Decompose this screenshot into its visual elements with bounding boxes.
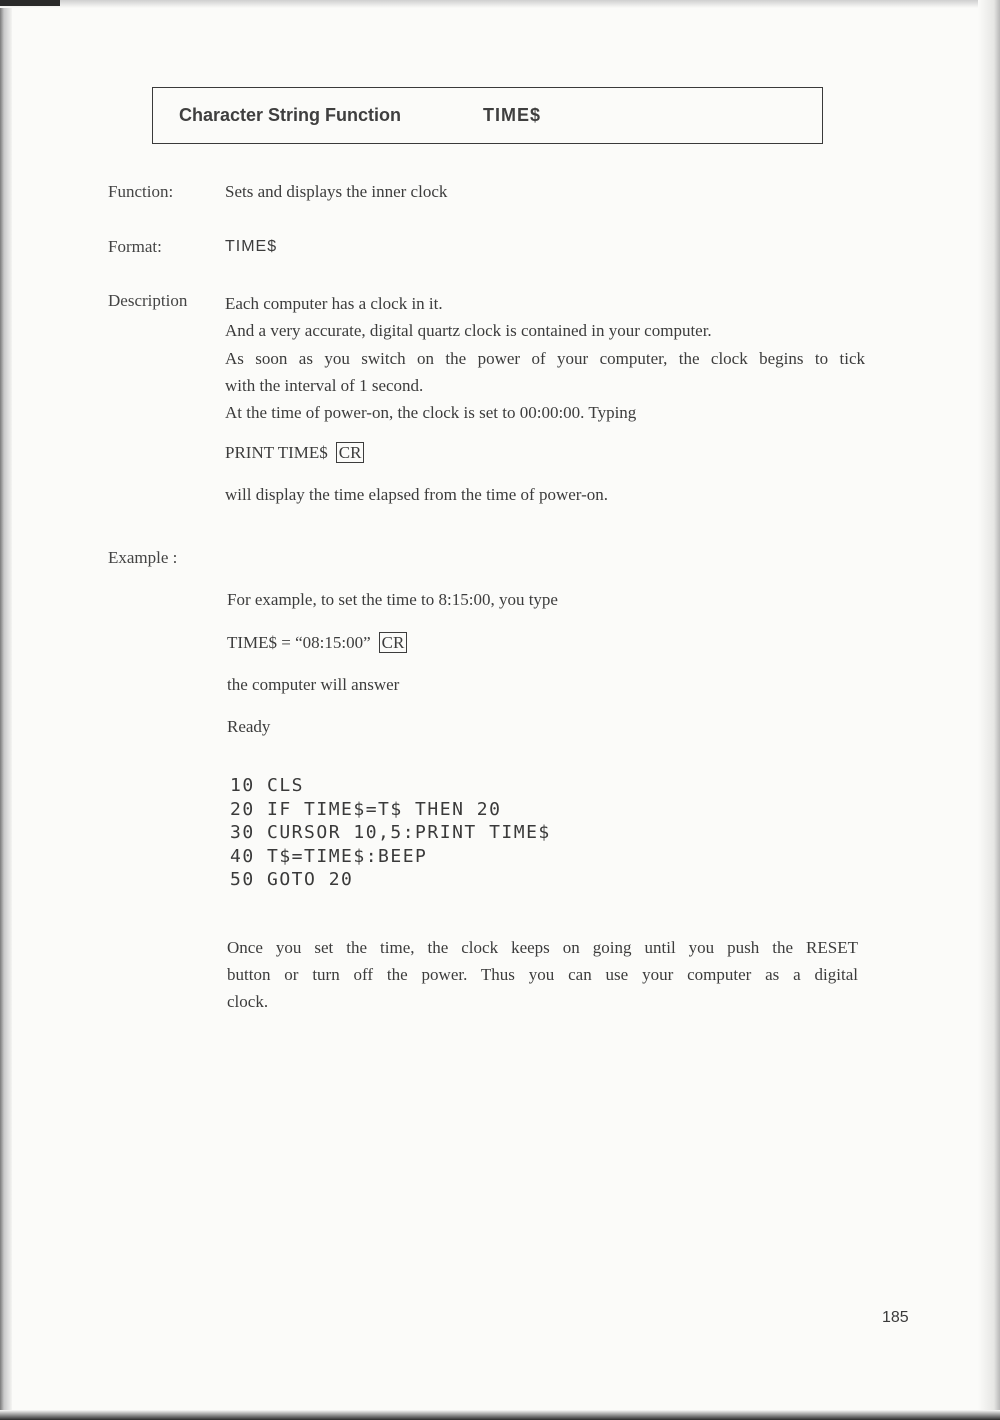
print-command: PRINT TIME$ — [225, 443, 328, 462]
scan-edge-top — [0, 0, 1000, 8]
time-set-command-line — [227, 632, 407, 653]
scan-edge-left — [0, 0, 12, 1420]
print-command-line — [225, 442, 364, 463]
code-line: 20 IF TIME$=T$ THEN 20 — [230, 798, 502, 820]
closing-line: button or turn off the power. Thus you can use your computer as a digital — [227, 965, 858, 984]
scan-edge-bottom — [0, 1410, 1000, 1420]
function-text: Sets and displays the inner clock — [225, 182, 448, 201]
example-intro: For example, to set the time to 8:15:00, you type — [227, 590, 558, 609]
closing-line: clock. — [227, 992, 269, 1011]
description-line: with the interval of 1 second. — [225, 375, 424, 395]
basic-program-listing — [230, 774, 551, 892]
description-line: As soon as you switch on the power of your computer, the clock begins to tick — [225, 348, 865, 368]
example-label: Example : — [108, 548, 178, 567]
closing-paragraph — [227, 934, 858, 1015]
description-body — [225, 290, 865, 426]
function-label: Function: — [108, 182, 174, 201]
description-after: will display the time elapsed from the time of power-on. — [225, 485, 609, 504]
code-line: 50 GOTO 20 — [230, 869, 354, 890]
description-line: And a very accurate, digital quartz clock is contained in your computer. — [225, 321, 712, 341]
answer-ready: Ready — [227, 717, 271, 736]
description-line: Each computer has a clock in it. — [225, 294, 443, 313]
cr-key: CR — [379, 632, 408, 653]
section-title-box — [152, 87, 823, 144]
format-text: TIME$ — [225, 238, 278, 255]
code-line: 10 CLS — [230, 775, 305, 796]
scan-edge-right — [978, 0, 1000, 1420]
code-line: 40 T$=TIME$:BEEP — [230, 845, 428, 867]
code-line: 30 CURSOR 10,5:PRINT TIME$ — [230, 822, 551, 843]
page-number: 185 — [882, 1309, 909, 1326]
description-label: Description — [108, 291, 188, 310]
cr-key: CR — [336, 442, 365, 463]
closing-line: Once you set the time, the clock keeps on going until you push the RESET — [227, 938, 858, 957]
section-keyword: TIME$ — [483, 105, 542, 125]
scan-corner-mark — [0, 0, 60, 6]
format-label: Format: — [108, 237, 162, 256]
section-category: Character String Function — [179, 105, 402, 125]
description-line: At the time of power-on, the clock is set to 00:00:00. Typing — [225, 403, 637, 423]
time-set-command: TIME$ = “08:15:00” — [227, 633, 371, 652]
answer-intro: the computer will answer — [227, 675, 400, 694]
